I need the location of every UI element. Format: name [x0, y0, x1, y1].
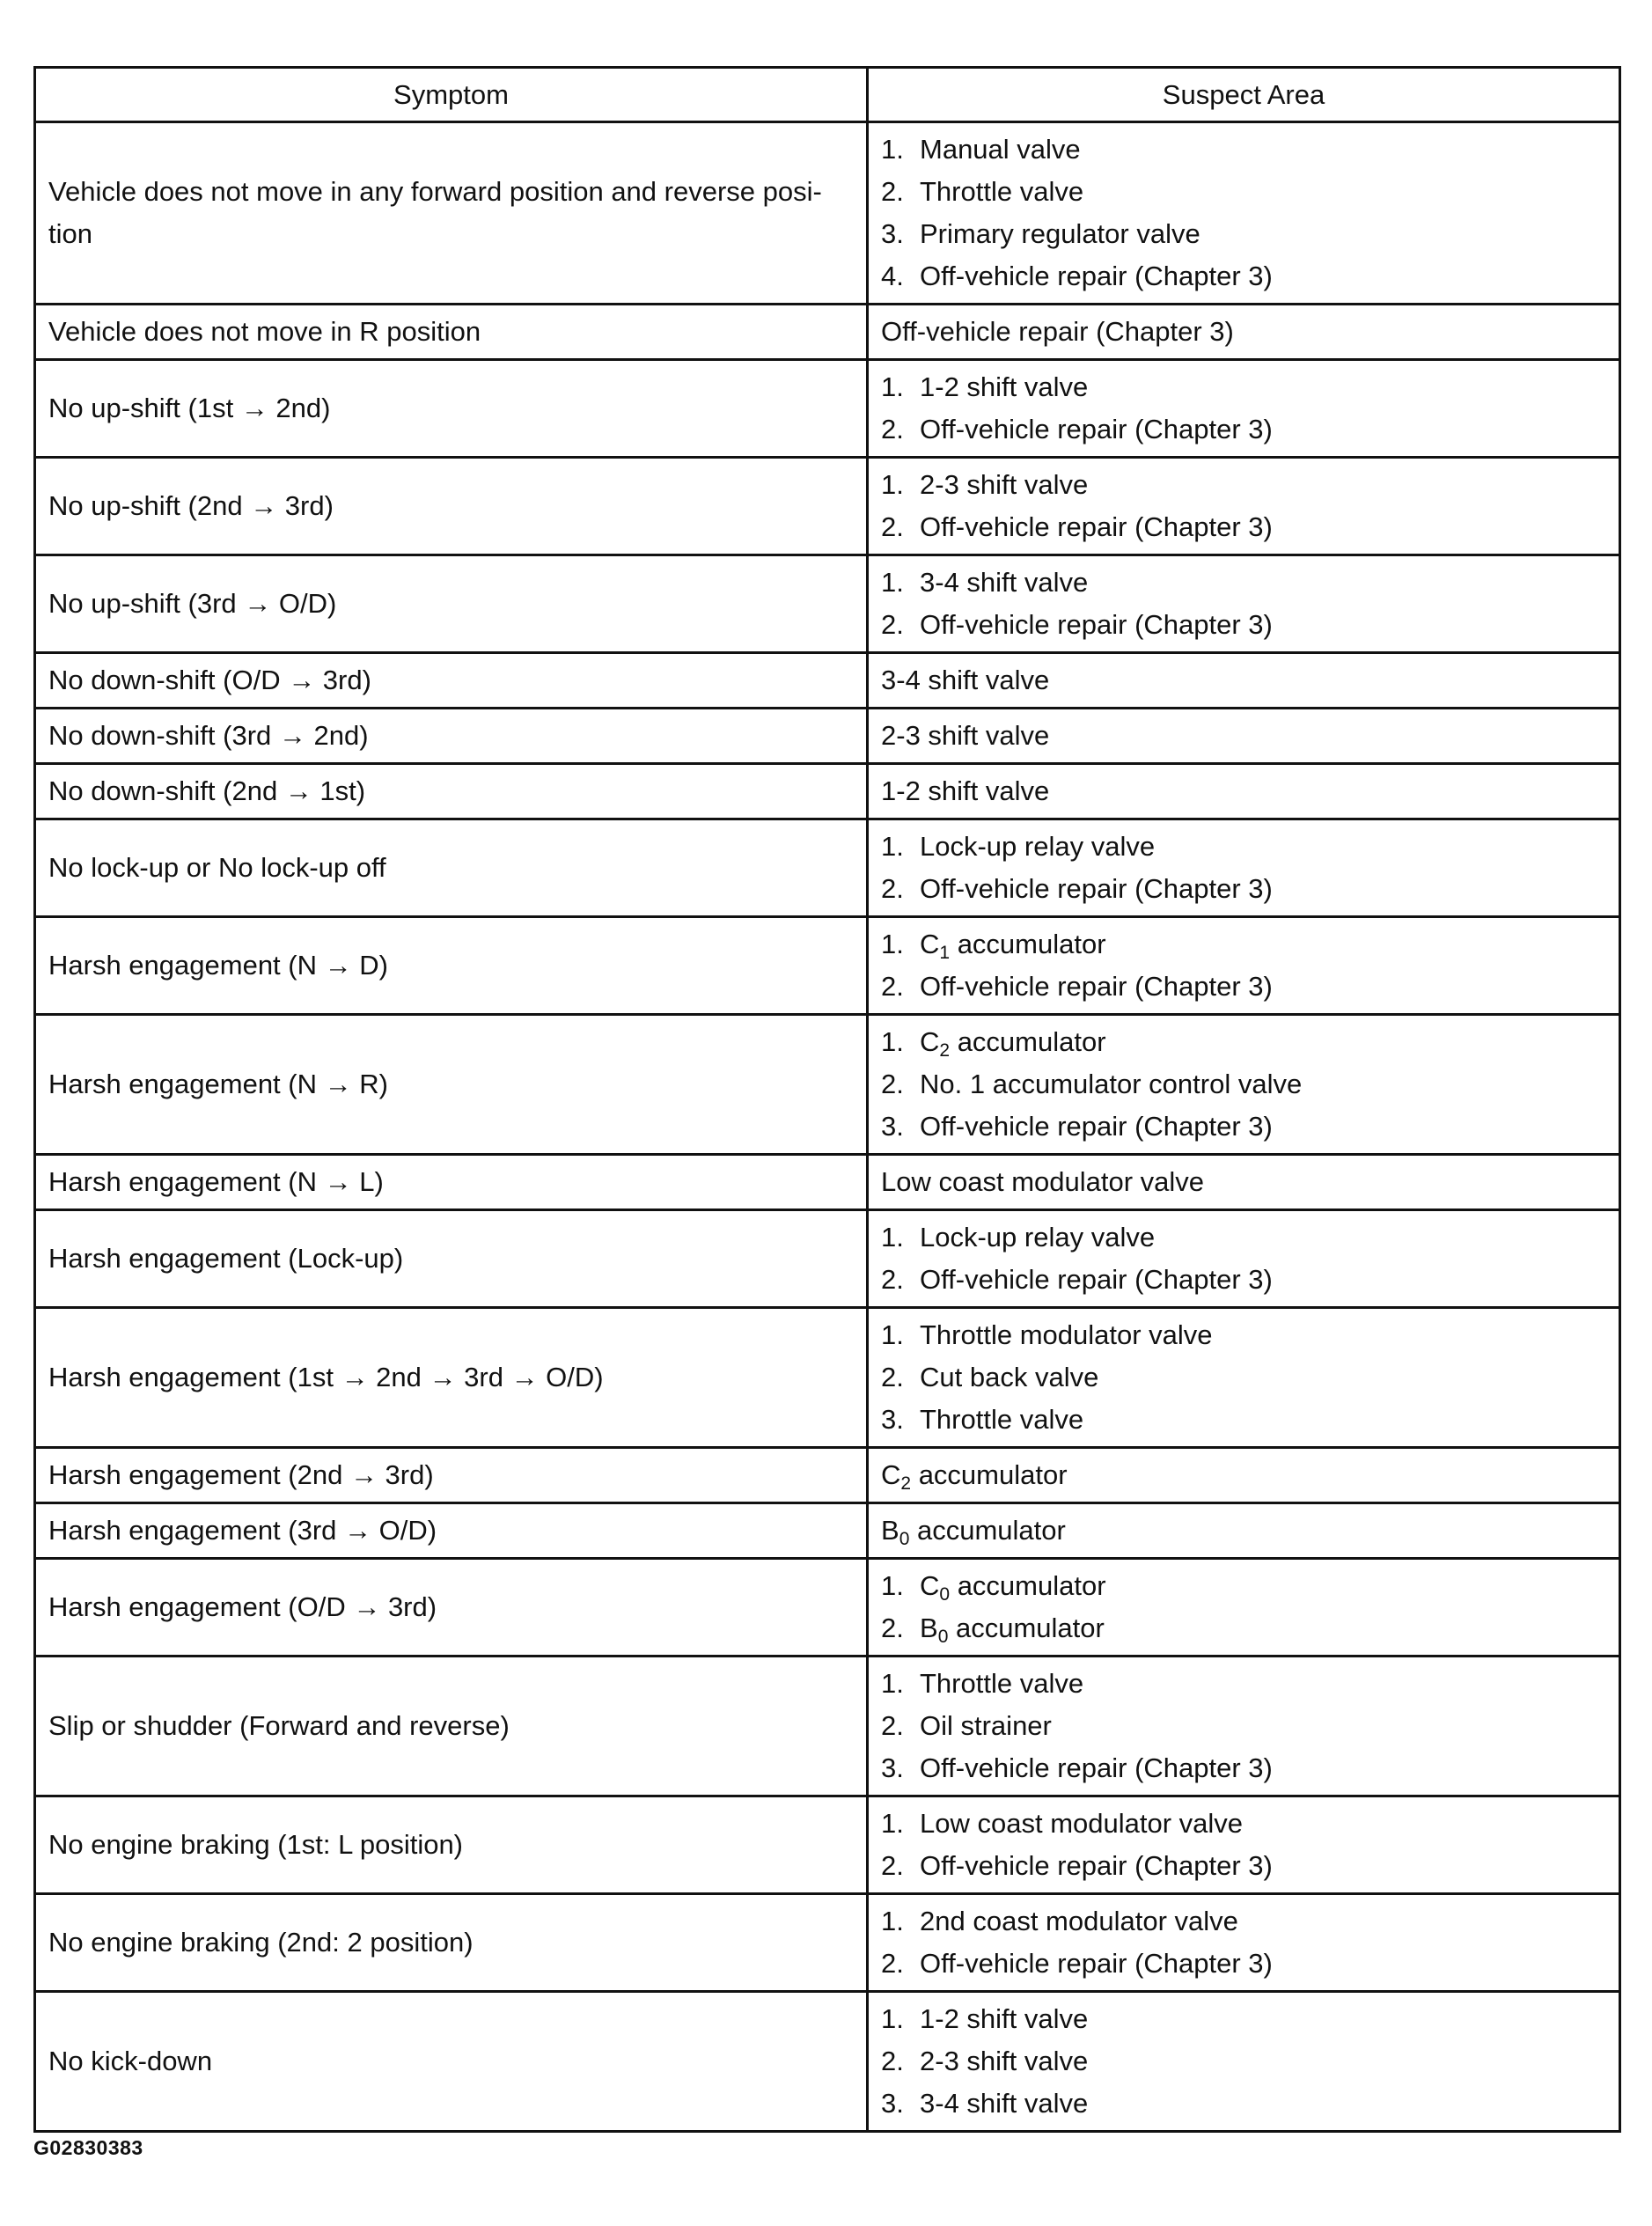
- suspect-area-item: [881, 966, 1606, 1008]
- suspect-area-cell: [868, 1210, 1620, 1308]
- suspect-area-text: 1-2 shift valve: [920, 371, 1089, 402]
- symptom-cell: No engine braking (1st: L position): [35, 1796, 868, 1894]
- suspect-area-item: [881, 868, 1606, 910]
- suspect-area-item: [881, 1803, 1606, 1845]
- item-number: 1.: [881, 469, 904, 500]
- suspect-area-text: Cut back valve: [920, 1362, 1099, 1392]
- table-row: [35, 305, 1620, 360]
- suspect-area-text: Low coast modulator valve: [920, 1808, 1244, 1839]
- table-body: [35, 122, 1620, 2132]
- item-number: 1.: [881, 1570, 904, 1601]
- suspect-area-text: $C_0$ accumulator: [920, 1570, 1106, 1605]
- suspect-area-text: Lock-up relay valve: [920, 831, 1156, 862]
- suspect-area-text: 3-4 shift valve: [920, 2088, 1089, 2119]
- suspect-area-cell: [868, 1155, 1620, 1210]
- item-number: 2.: [881, 176, 904, 207]
- item-number: 2.: [881, 1948, 904, 1979]
- table-row: [35, 1015, 1620, 1155]
- suspect-area-cell: [868, 555, 1620, 653]
- suspect-area-item: [881, 506, 1606, 548]
- table-row: [35, 1210, 1620, 1308]
- item-number: 3.: [881, 218, 904, 249]
- suspect-area-cell: [868, 709, 1620, 764]
- table-row: [35, 1503, 1620, 1559]
- suspect-area-cell: [868, 1015, 1620, 1155]
- item-number: 1.: [881, 1668, 904, 1699]
- suspect-area-cell: [868, 1308, 1620, 1448]
- suspect-area-text: Throttle valve: [920, 1404, 1084, 1435]
- suspect-area-item: [881, 408, 1606, 451]
- item-number: 1.: [881, 567, 904, 598]
- symptom-cell: No lock-up or No lock-up off: [35, 819, 868, 917]
- suspect-area-item: [881, 366, 1606, 408]
- suspect-area-text: 2-3 shift valve: [920, 2046, 1089, 2076]
- symptom-cell: No up-shift (1st → 2nd): [35, 360, 868, 458]
- suspect-area-cell: [868, 653, 1620, 709]
- suspect-area-text: $B_0$ accumulator: [881, 1515, 1066, 1549]
- suspect-area-text: Off-vehicle repair (Chapter 3): [920, 609, 1273, 640]
- table-row: [35, 458, 1620, 555]
- suspect-area-item: [881, 255, 1606, 298]
- suspect-area-item: [881, 171, 1606, 213]
- header-symptom: Symptom: [35, 68, 868, 122]
- suspect-area-item: [881, 1747, 1606, 1789]
- item-number: 1.: [881, 371, 904, 402]
- suspect-area-item: [881, 923, 1606, 966]
- table-row: [35, 709, 1620, 764]
- suspect-area-text: Low coast modulator valve: [881, 1166, 1205, 1197]
- suspect-area-item: [881, 2040, 1606, 2083]
- item-number: 2.: [881, 1613, 904, 1643]
- table-row: [35, 1657, 1620, 1796]
- table-row: [35, 1559, 1620, 1657]
- item-number: 1.: [881, 1026, 904, 1057]
- suspect-area-item: [881, 1259, 1606, 1301]
- suspect-area-text: Throttle modulator valve: [920, 1319, 1213, 1350]
- symptom-table-container: [33, 66, 1619, 2133]
- item-number: 2.: [881, 1850, 904, 1881]
- item-number: 1.: [881, 134, 904, 165]
- item-number: 2.: [881, 971, 904, 1002]
- suspect-area-text: Off-vehicle repair (Chapter 3): [920, 414, 1273, 444]
- symptom-cell: Vehicle does not move in R position: [35, 305, 868, 360]
- suspect-area-item: [881, 1356, 1606, 1399]
- item-number: 1.: [881, 929, 904, 959]
- suspect-area-item: [881, 1607, 1606, 1649]
- symptom-table: [33, 66, 1621, 2133]
- symptom-cell: Harsh engagement (N → D): [35, 917, 868, 1015]
- item-number: 2.: [881, 414, 904, 444]
- symptom-cell: Slip or shudder (Forward and reverse): [35, 1657, 868, 1796]
- suspect-area-text: Off-vehicle repair (Chapter 3): [920, 1111, 1273, 1142]
- suspect-area-cell: [868, 1796, 1620, 1894]
- suspect-area-text: Off-vehicle repair (Chapter 3): [920, 511, 1273, 542]
- suspect-area-text: Off-vehicle repair (Chapter 3): [920, 1264, 1273, 1295]
- symptom-cell: No down-shift (2nd → 1st): [35, 764, 868, 819]
- symptom-cell: No up-shift (2nd → 3rd): [35, 458, 868, 555]
- suspect-area-text: Throttle valve: [920, 176, 1084, 207]
- suspect-area-text: Off-vehicle repair (Chapter 3): [920, 261, 1273, 291]
- item-number: 4.: [881, 261, 904, 291]
- item-number: 3.: [881, 1111, 904, 1142]
- suspect-area-item: [881, 1314, 1606, 1356]
- suspect-area-text: Primary regulator valve: [920, 218, 1200, 249]
- suspect-area-cell: [868, 122, 1620, 305]
- table-row: [35, 360, 1620, 458]
- suspect-area-cell: [868, 305, 1620, 360]
- suspect-area-cell: [868, 764, 1620, 819]
- suspect-area-item: [881, 1705, 1606, 1747]
- suspect-area-item: [881, 1216, 1606, 1259]
- item-number: 1.: [881, 831, 904, 862]
- figure-id: G02830383: [33, 2136, 143, 2159]
- symptom-cell: Harsh engagement (Lock-up): [35, 1210, 868, 1308]
- table-row: [35, 917, 1620, 1015]
- symptom-cell: Harsh engagement (N → R): [35, 1015, 868, 1155]
- suspect-area-item: [881, 604, 1606, 646]
- symptom-cell: No down-shift (O/D → 3rd): [35, 653, 868, 709]
- symptom-cell: Harsh engagement (O/D → 3rd): [35, 1559, 868, 1657]
- suspect-area-text: $C_1$ accumulator: [920, 929, 1106, 963]
- symptom-cell: No up-shift (3rd → O/D): [35, 555, 868, 653]
- suspect-area-text: Manual valve: [920, 134, 1081, 165]
- table-row: [35, 122, 1620, 305]
- table-row: [35, 1448, 1620, 1503]
- suspect-area-text: $B_0$ accumulator: [920, 1613, 1105, 1647]
- item-number: 2.: [881, 1362, 904, 1392]
- suspect-area-cell: [868, 1503, 1620, 1559]
- item-number: 1.: [881, 1906, 904, 1936]
- suspect-area-text: Lock-up relay valve: [920, 1222, 1156, 1253]
- item-number: 1.: [881, 1222, 904, 1253]
- suspect-area-cell: [868, 1894, 1620, 1992]
- item-number: 2.: [881, 1264, 904, 1295]
- suspect-area-cell: [868, 1657, 1620, 1796]
- suspect-area-text: No. 1 accumulator control valve: [920, 1069, 1303, 1099]
- suspect-area-cell: [868, 360, 1620, 458]
- suspect-area-item: [881, 1106, 1606, 1148]
- suspect-area-item: [881, 1565, 1606, 1607]
- item-number: 2.: [881, 609, 904, 640]
- suspect-area-text: $C_2$ accumulator: [881, 1459, 1068, 1494]
- suspect-area-text: Off-vehicle repair (Chapter 3): [920, 1752, 1273, 1783]
- table-row: [35, 1155, 1620, 1210]
- suspect-area-item: [881, 464, 1606, 506]
- suspect-area-text: 1-2 shift valve: [920, 2003, 1089, 2034]
- suspect-area-cell: [868, 819, 1620, 917]
- suspect-area-text: 3-4 shift valve: [920, 567, 1089, 598]
- item-number: 2.: [881, 1710, 904, 1741]
- item-number: 1.: [881, 1808, 904, 1839]
- item-number: 3.: [881, 2088, 904, 2119]
- item-number: 2.: [881, 873, 904, 904]
- suspect-area-text: 3-4 shift valve: [881, 665, 1050, 695]
- item-number: 2.: [881, 1069, 904, 1099]
- suspect-area-item: [881, 213, 1606, 255]
- symptom-cell: No engine braking (2nd: 2 position): [35, 1894, 868, 1992]
- suspect-area-text: 2-3 shift valve: [920, 469, 1089, 500]
- item-number: 2.: [881, 511, 904, 542]
- suspect-area-item: [881, 1943, 1606, 1985]
- table-row: [35, 819, 1620, 917]
- symptom-cell: No down-shift (3rd → 2nd): [35, 709, 868, 764]
- suspect-area-text: Off-vehicle repair (Chapter 3): [920, 1850, 1273, 1881]
- suspect-area-item: [881, 1663, 1606, 1705]
- suspect-area-item: [881, 1063, 1606, 1106]
- table-row: [35, 1796, 1620, 1894]
- suspect-area-item: [881, 562, 1606, 604]
- item-number: 1.: [881, 1319, 904, 1350]
- suspect-area-item: [881, 1021, 1606, 1063]
- suspect-area-text: $C_2$ accumulator: [920, 1026, 1106, 1061]
- item-number: 3.: [881, 1752, 904, 1783]
- suspect-area-text: 2-3 shift valve: [881, 720, 1050, 751]
- symptom-cell: Harsh engagement (3rd → O/D): [35, 1503, 868, 1559]
- table-row: [35, 1308, 1620, 1448]
- suspect-area-text: Off-vehicle repair (Chapter 3): [920, 1948, 1273, 1979]
- suspect-area-text: 2nd coast modulator valve: [920, 1906, 1238, 1936]
- suspect-area-cell: [868, 1992, 1620, 2132]
- symptom-cell: Vehicle does not move in any forward position and reverse posi-tion: [35, 122, 868, 305]
- suspect-area-item: [881, 1399, 1606, 1441]
- suspect-area-cell: [868, 458, 1620, 555]
- suspect-area-item: [881, 1900, 1606, 1943]
- suspect-area-cell: [868, 1559, 1620, 1657]
- suspect-area-item: [881, 1998, 1606, 2040]
- header-row: [35, 68, 1620, 122]
- suspect-area-text: 1-2 shift valve: [881, 775, 1050, 806]
- suspect-area-item: [881, 826, 1606, 868]
- suspect-area-text: Oil strainer: [920, 1710, 1052, 1741]
- table-row: [35, 1894, 1620, 1992]
- suspect-area-text: Off-vehicle repair (Chapter 3): [920, 873, 1273, 904]
- suspect-area-text: Off-vehicle repair (Chapter 3): [920, 971, 1273, 1002]
- header-suspect-area: Suspect Area: [868, 68, 1620, 122]
- suspect-area-cell: [868, 917, 1620, 1015]
- suspect-area-text: Off-vehicle repair (Chapter 3): [881, 316, 1234, 347]
- item-number: 1.: [881, 2003, 904, 2034]
- suspect-area-item: [881, 129, 1606, 171]
- symptom-cell: Harsh engagement (2nd → 3rd): [35, 1448, 868, 1503]
- suspect-area-item: [881, 2083, 1606, 2125]
- symptom-cell: Harsh engagement (1st → 2nd → 3rd → O/D): [35, 1308, 868, 1448]
- suspect-area-text: Throttle valve: [920, 1668, 1084, 1699]
- item-number: 2.: [881, 2046, 904, 2076]
- table-row: [35, 653, 1620, 709]
- table-row: [35, 764, 1620, 819]
- suspect-area-cell: [868, 1448, 1620, 1503]
- item-number: 3.: [881, 1404, 904, 1435]
- symptom-cell: No kick-down: [35, 1992, 868, 2132]
- symptom-cell: Harsh engagement (N → L): [35, 1155, 868, 1210]
- table-row: [35, 1992, 1620, 2132]
- suspect-area-item: [881, 1845, 1606, 1887]
- table-row: [35, 555, 1620, 653]
